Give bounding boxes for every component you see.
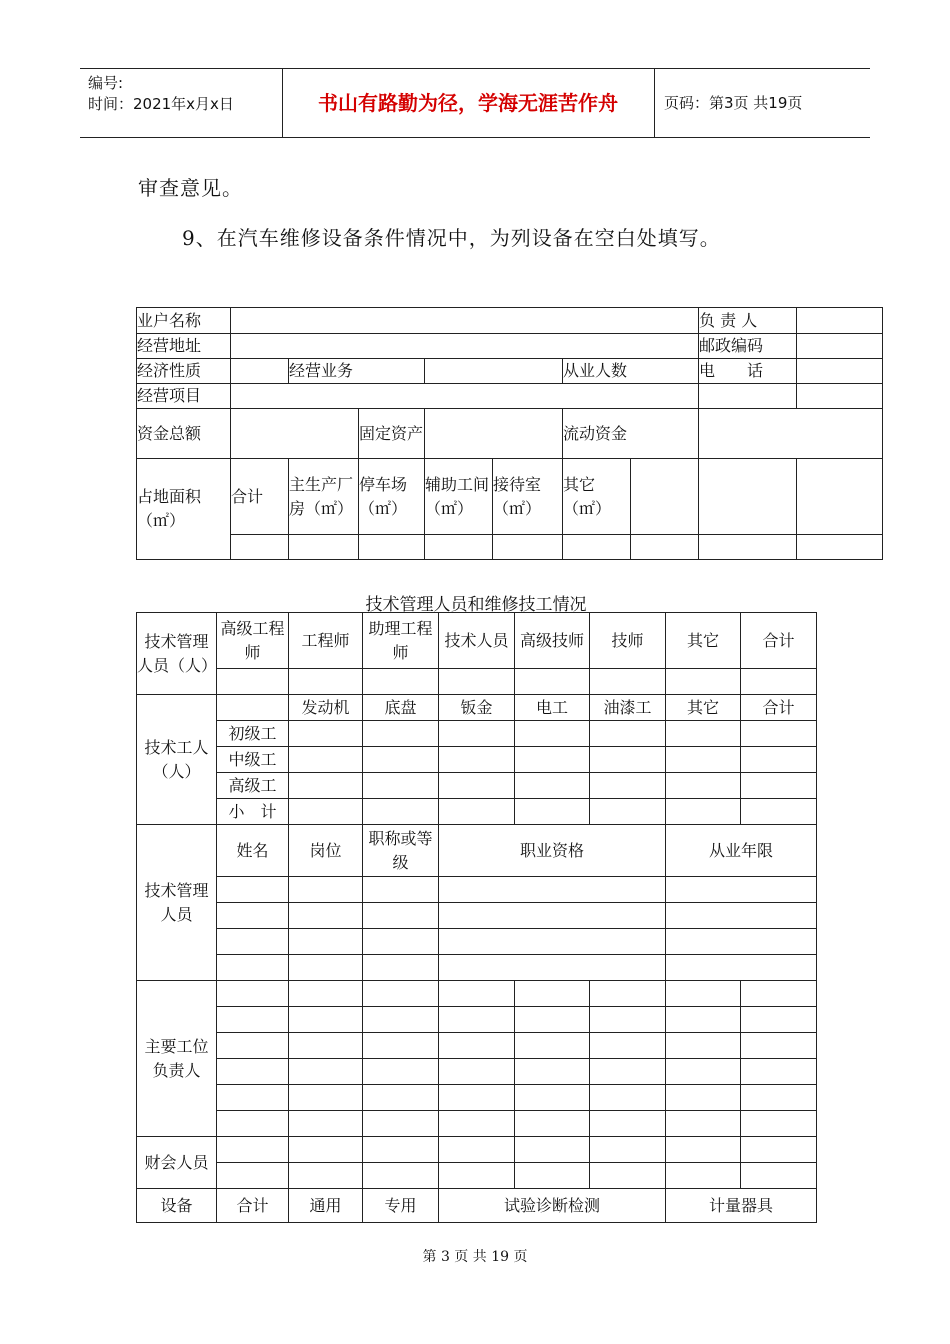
cell-label: 邮政编码: [699, 334, 797, 359]
cell-label: 负 责 人: [699, 308, 797, 334]
cell-label: 设备: [137, 1189, 217, 1223]
input-cell[interactable]: [666, 903, 817, 929]
body-line-1: 审查意见。: [138, 176, 243, 200]
input-cell[interactable]: [217, 1007, 289, 1033]
input-cell[interactable]: [666, 773, 741, 799]
input-cell[interactable]: [363, 721, 439, 747]
input-cell[interactable]: [363, 981, 439, 1007]
input-cell[interactable]: [363, 955, 439, 981]
input-cell[interactable]: [439, 1111, 515, 1137]
input-cell[interactable]: [741, 1163, 817, 1189]
input-cell[interactable]: [289, 1007, 363, 1033]
input-cell[interactable]: [217, 1085, 289, 1111]
input-cell[interactable]: [515, 799, 590, 825]
input-cell[interactable]: [231, 535, 289, 560]
input-cell[interactable]: [590, 1059, 666, 1085]
cell-label: 流动资金: [563, 409, 699, 459]
input-cell[interactable]: [590, 669, 666, 695]
cell-label: 职业资格: [439, 825, 666, 877]
input-cell[interactable]: [289, 929, 363, 955]
input-cell[interactable]: [363, 903, 439, 929]
input-cell[interactable]: [217, 903, 289, 929]
input-cell[interactable]: [363, 1059, 439, 1085]
input-cell[interactable]: [439, 955, 666, 981]
input-cell[interactable]: [289, 1059, 363, 1085]
input-cell[interactable]: [666, 721, 741, 747]
cell-label: 经营地址: [137, 334, 231, 359]
input-cell[interactable]: [666, 1085, 741, 1111]
input-cell[interactable]: [797, 334, 883, 359]
cell-label: 业户名称: [137, 308, 231, 334]
input-cell[interactable]: [425, 409, 563, 459]
cell-label: 合计: [231, 459, 289, 535]
cell-label: 合计: [741, 695, 817, 721]
cell-label: 主生产厂房（㎡）: [289, 459, 359, 535]
input-cell[interactable]: [666, 955, 817, 981]
input-cell[interactable]: [515, 747, 590, 773]
cell-label: 专用: [363, 1189, 439, 1223]
input-cell[interactable]: [425, 359, 563, 384]
input-cell[interactable]: [797, 384, 883, 409]
input-cell[interactable]: [359, 535, 425, 560]
input-cell[interactable]: [797, 459, 883, 535]
input-cell[interactable]: [289, 903, 363, 929]
input-cell[interactable]: [439, 981, 515, 1007]
cell-label: 油漆工: [590, 695, 666, 721]
input-cell[interactable]: [439, 1007, 515, 1033]
serial-label: 编号:: [88, 74, 124, 92]
cell-label: 技术管理人员: [137, 825, 217, 981]
input-cell[interactable]: [515, 1137, 590, 1163]
body-line-2: 9、在汽车维修设备条件情况中，为列设备在空白处填写。: [182, 226, 721, 250]
cell-label: 技术管理人员（人）: [137, 613, 217, 695]
input-cell[interactable]: [666, 929, 817, 955]
input-cell[interactable]: [741, 1059, 817, 1085]
cell-label: 职称或等级: [363, 825, 439, 877]
input-cell[interactable]: [515, 1163, 590, 1189]
input-cell[interactable]: [666, 877, 817, 903]
cell-label: 初级工: [217, 721, 289, 747]
input-cell[interactable]: [666, 1137, 741, 1163]
input-cell[interactable]: [515, 721, 590, 747]
input-cell[interactable]: [563, 535, 631, 560]
cell-label: 通用: [289, 1189, 363, 1223]
input-cell[interactable]: [515, 669, 590, 695]
input-cell[interactable]: [797, 308, 883, 334]
input-cell[interactable]: [363, 773, 439, 799]
input-cell[interactable]: [590, 721, 666, 747]
input-cell[interactable]: [363, 877, 439, 903]
input-cell[interactable]: [741, 1137, 817, 1163]
cell-label: 从业年限: [666, 825, 817, 877]
input-cell[interactable]: [439, 1085, 515, 1111]
input-cell[interactable]: [217, 1163, 289, 1189]
input-cell[interactable]: [217, 695, 289, 721]
input-cell[interactable]: [741, 1111, 817, 1137]
input-cell[interactable]: [590, 1111, 666, 1137]
input-cell[interactable]: [741, 1007, 817, 1033]
input-cell[interactable]: [363, 747, 439, 773]
input-cell[interactable]: [289, 799, 363, 825]
input-cell[interactable]: [363, 1033, 439, 1059]
input-cell[interactable]: [699, 409, 883, 459]
input-cell[interactable]: [741, 721, 817, 747]
input-cell[interactable]: [515, 1059, 590, 1085]
input-cell[interactable]: [666, 1059, 741, 1085]
input-cell[interactable]: [631, 535, 699, 560]
input-cell[interactable]: [590, 1137, 666, 1163]
cell-label: 钣金: [439, 695, 515, 721]
cell-label: 其它: [666, 613, 741, 669]
input-cell[interactable]: [289, 535, 359, 560]
input-cell[interactable]: [231, 308, 699, 334]
input-cell[interactable]: [666, 981, 741, 1007]
header-divider: [654, 69, 655, 137]
input-cell[interactable]: [439, 877, 666, 903]
header-motto: 书山有路勤为径，学海无涯苦作舟: [318, 91, 618, 115]
cell-label: 岗位: [289, 825, 363, 877]
input-cell[interactable]: [217, 1137, 289, 1163]
cell-label: 计量器具: [666, 1189, 817, 1223]
input-cell[interactable]: [741, 669, 817, 695]
cell-label: 技术人员: [439, 613, 515, 669]
input-cell[interactable]: [590, 799, 666, 825]
input-cell[interactable]: [515, 1085, 590, 1111]
cell-label: 占地面积（㎡）: [137, 459, 231, 560]
input-cell[interactable]: [631, 459, 699, 535]
input-cell[interactable]: [439, 1059, 515, 1085]
input-cell[interactable]: [363, 1007, 439, 1033]
cell-label: 技术工人（人）: [137, 695, 217, 825]
input-cell[interactable]: [363, 669, 439, 695]
cell-label: 电工: [515, 695, 590, 721]
page-footer: 第 3 页 共 19 页: [422, 1249, 528, 1265]
input-cell[interactable]: [699, 459, 797, 535]
cell-label: 中级工: [217, 747, 289, 773]
input-cell[interactable]: [289, 1111, 363, 1137]
input-cell[interactable]: [439, 1163, 515, 1189]
input-cell[interactable]: [289, 1085, 363, 1111]
input-cell[interactable]: [590, 1163, 666, 1189]
input-cell[interactable]: [666, 1163, 741, 1189]
cell-label: 高级技师: [515, 613, 590, 669]
input-cell[interactable]: [515, 1111, 590, 1137]
input-cell[interactable]: [590, 773, 666, 799]
cell-label: 助理工程师: [363, 613, 439, 669]
input-cell[interactable]: [363, 1111, 439, 1137]
input-cell[interactable]: [289, 1137, 363, 1163]
input-cell[interactable]: [289, 747, 363, 773]
cell-label: 合计: [741, 613, 817, 669]
input-cell[interactable]: [590, 1085, 666, 1111]
cell-label: 底盘: [363, 695, 439, 721]
input-cell[interactable]: [439, 721, 515, 747]
input-cell[interactable]: [289, 981, 363, 1007]
cell-label: 高级工: [217, 773, 289, 799]
input-cell[interactable]: [741, 773, 817, 799]
input-cell[interactable]: [439, 747, 515, 773]
input-cell[interactable]: [439, 773, 515, 799]
input-cell[interactable]: [217, 1059, 289, 1085]
input-cell[interactable]: [699, 535, 797, 560]
cell-label: 停车场（㎡）: [359, 459, 425, 535]
input-cell[interactable]: [231, 409, 359, 459]
input-cell[interactable]: [363, 1085, 439, 1111]
input-cell[interactable]: [741, 747, 817, 773]
cell-label: 资金总额: [137, 409, 231, 459]
cell-label: 技师: [590, 613, 666, 669]
input-cell[interactable]: [363, 799, 439, 825]
input-cell[interactable]: [590, 747, 666, 773]
input-cell[interactable]: [666, 669, 741, 695]
input-cell[interactable]: [515, 1007, 590, 1033]
input-cell[interactable]: [741, 981, 817, 1007]
cell-label: 辅助工间（㎡）: [425, 459, 493, 535]
input-cell[interactable]: [217, 1111, 289, 1137]
input-cell[interactable]: [289, 721, 363, 747]
cell-label: 固定资产: [359, 409, 425, 459]
cell-label: 经营业务: [289, 359, 425, 384]
input-cell[interactable]: [741, 799, 817, 825]
input-cell[interactable]: [217, 877, 289, 903]
input-cell[interactable]: [439, 903, 666, 929]
input-cell[interactable]: [590, 981, 666, 1007]
cell-label: 电 话: [699, 359, 797, 384]
cell-label: 接待室（㎡）: [493, 459, 563, 535]
staff-table: [136, 612, 817, 1223]
input-cell[interactable]: [666, 1007, 741, 1033]
input-cell[interactable]: [439, 929, 666, 955]
cell-label: 经营项目: [137, 384, 231, 409]
input-cell[interactable]: [217, 1033, 289, 1059]
cell-label: 其它（㎡）: [563, 459, 631, 535]
cell-label: 从业人数: [563, 359, 699, 384]
input-cell[interactable]: [231, 384, 699, 409]
input-cell[interactable]: [289, 955, 363, 981]
input-cell[interactable]: [493, 535, 563, 560]
input-cell[interactable]: [363, 1137, 439, 1163]
input-cell[interactable]: [217, 955, 289, 981]
input-cell[interactable]: [289, 877, 363, 903]
input-cell[interactable]: [515, 1033, 590, 1059]
cell-label: 经济性质: [137, 359, 231, 384]
cell-label: 高级工程师: [217, 613, 289, 669]
input-cell[interactable]: [515, 773, 590, 799]
cell-label: 其它: [666, 695, 741, 721]
header-left: [88, 73, 234, 115]
input-cell[interactable]: [590, 1033, 666, 1059]
business-info-table: [136, 307, 883, 560]
input-cell[interactable]: [217, 929, 289, 955]
cell-label: 姓名: [217, 825, 289, 877]
input-cell[interactable]: [231, 334, 699, 359]
input-cell[interactable]: [699, 384, 797, 409]
input-cell[interactable]: [741, 1033, 817, 1059]
input-cell[interactable]: [797, 359, 883, 384]
input-cell[interactable]: [666, 1111, 741, 1137]
input-cell[interactable]: [425, 535, 493, 560]
input-cell[interactable]: [666, 747, 741, 773]
cell-label: 合计: [217, 1189, 289, 1223]
input-cell[interactable]: [289, 773, 363, 799]
input-cell[interactable]: [363, 929, 439, 955]
input-cell[interactable]: [439, 799, 515, 825]
input-cell[interactable]: [741, 1085, 817, 1111]
input-cell[interactable]: [289, 669, 363, 695]
cell-label: 发动机: [289, 695, 363, 721]
cell-label: 小 计: [217, 799, 289, 825]
input-cell[interactable]: [439, 1033, 515, 1059]
time-label: 时间：2021年x月x日: [88, 95, 234, 113]
table-caption: 技术管理人员和维修技工情况: [365, 595, 587, 615]
input-cell[interactable]: [515, 981, 590, 1007]
cell-label: 工程师: [289, 613, 363, 669]
input-cell[interactable]: [231, 359, 289, 384]
input-cell[interactable]: [666, 1033, 741, 1059]
input-cell[interactable]: [590, 1007, 666, 1033]
input-cell[interactable]: [439, 1137, 515, 1163]
input-cell[interactable]: [289, 1033, 363, 1059]
input-cell[interactable]: [666, 799, 741, 825]
input-cell[interactable]: [217, 981, 289, 1007]
cell-label: 主要工位负责人: [137, 981, 217, 1137]
input-cell[interactable]: [363, 1163, 439, 1189]
input-cell[interactable]: [439, 669, 515, 695]
cell-label: 试验诊断检测: [439, 1189, 666, 1223]
input-cell[interactable]: [289, 1163, 363, 1189]
page-header: [80, 68, 870, 138]
header-page-info: 页码：第3页 共19页: [664, 94, 803, 112]
input-cell[interactable]: [797, 535, 883, 560]
input-cell[interactable]: [217, 669, 289, 695]
cell-label: 财会人员: [137, 1137, 217, 1189]
